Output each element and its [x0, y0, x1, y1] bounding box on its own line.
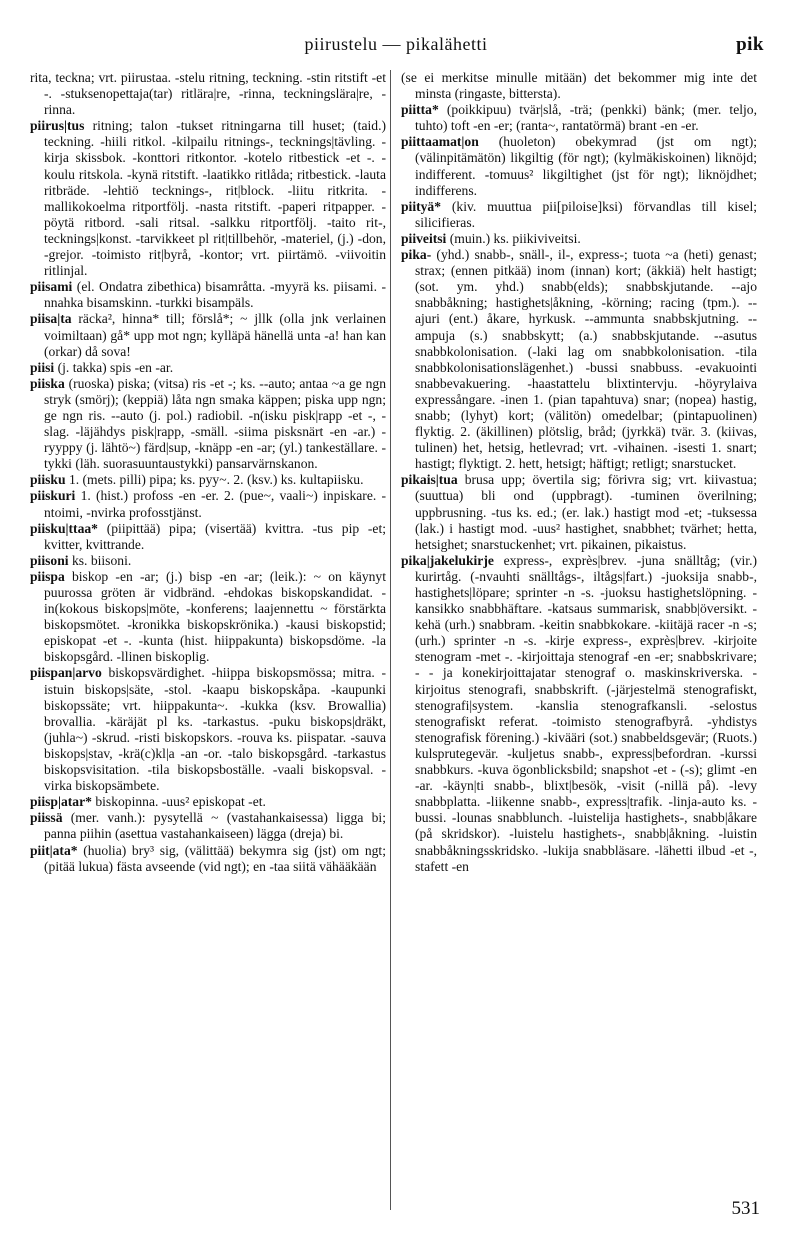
entry-headword: piisp|atar* [30, 794, 92, 810]
entry-definition: 1. (mets. pilli) pipa; ks. pyy~. 2. (ksv.) ks. kultapiisku. [68, 472, 364, 488]
dictionary-entry [401, 231, 757, 247]
dictionary-entry [30, 810, 386, 842]
entry-definition: (muin.) ks. piikiviveitsi. [449, 230, 581, 246]
entry-headword: pika|jakelukirje [401, 552, 494, 568]
entry-definition: biskop -en -ar; (j.) bisp -en -ar; (leik.): ~ on käynyt puurossa gröten är vidbränd. -ehdokas biskopskandidat. -in(kokous biskops|möte, -konferens; laajennettu ~ förstärkta biskopsmötet. -kronikka biskopskrönika.) -kausi biskopstid; episkopat -et -. -kunta (hist. hiippakunta) biskopsdöme. -la biskopsgård. -llinen biskoplig. [44, 568, 386, 665]
entry-definition: (se ei merkitse minulle mitään) det bekommer mig inte det minsta (ringaste, bittersta). [401, 70, 757, 102]
dictionary-entry [30, 118, 386, 279]
entry-headword: piispa [30, 568, 65, 584]
guide-word: pik [736, 34, 764, 55]
entry-definition: biskopsvärdighet. -hiippa biskopsmössa; mitra. -istuin biskops|säte, -stol. -kaapu biskopskåpa. -kaupunki biskopssäte; vrt. hiippakunta~. -kukka (ksv. Browallia) brovallia. -käräjät pl ks. -tarkastus. -puku biskops|dräkt, (juhla~) -skrud. -risti biskopskors. -rouva ks. piispatar. -sauva biskops|stav, -krä(c)kl|a -an -or. -talo biskopsgård. -tarkastus biskopsvisitation. -tila biskopsboställe. -vaali biskopsval. -virka biskopsämbete. [44, 665, 386, 794]
entry-definition: (huolia) bry³ sig, (välittää) bekymra sig (jst) om ngt; (pitää lukua) fästa avseende (vid ngt); en -taa siitä vähääkään [44, 842, 386, 874]
entry-definition: (el. Ondatra zibethica) bisamråtta. -myyrä ks. piisami. -nnahka bisamskinn. -turkki bisampäls. [44, 279, 386, 311]
entry-definition: brusa upp; övertila sig; förivra sig; vrt. kiivastua; (suuttua) bli ond (uppbragt). -tuminen överilning; uppbrusning. -tus ks. ed.; (er. lak.) hastigt mod -et; -tuksessa (lak.) i hastigt mod. -uus² hastighet, snabbhet; tvärhet; hetta, hetsighet; snarstuckenhet; vrt. pikainen, pikaistus. [415, 472, 757, 552]
entry-definition: biskopinna. -uus² episkopat -et. [95, 794, 266, 810]
dictionary-entry [401, 247, 757, 472]
dictionary-entry [30, 472, 386, 488]
entry-headword: piit|ata* [30, 842, 78, 858]
dictionary-entry [30, 843, 386, 875]
entry-headword: piittaamat|on [401, 134, 479, 150]
left-column [30, 70, 386, 1210]
entry-headword: piirus|tus [30, 118, 85, 134]
entry-headword: piiska [30, 375, 65, 391]
dictionary-entry [401, 102, 757, 134]
dictionary-entry [30, 488, 386, 520]
entry-definition: (yhd.) snabb-, snäll-, il-, express-; tuota ~a (heti) genast; strax; (ennen pitkää) inom (innan) kort; (äkkiä) helt hastigt; (sot. ym. yhd.) snabb(elds); snabbskjutande. --ajo snabbåkning; hastighets|åkning, -körning; racing (tpm.). --ajuri (ent.) åkare, hyrkusk. --ammunta snabbskjutning. --ampuja (s.) snabbskytt; (a.) snabbskjutande. --asutus snabbkolonisation. (-laki lag om snabbkolonisation. -tila snabbkolonisationslägenhet.) -bussi snabbuss. -evakuointi snabbevakuering. -haastattelu blixtintervju. -höyrylaiva expressångare. -inen 1. (pian tapahtuva) snar; (nopea) hastig, snabb; (lyhyt) kort; (välitön) omedelbar; (pintapuolinen) flyktig. 2. (äkillinen) plötslig, bråd; (jyrkkä) tvär. 3. (kiivas, tulinen) het, hetsig, hetlevrad; vrt. -vihainen. -isesti 1. snart; hastigt; flyktigt. 2. hett, hetsigt; häftigt; retligt; snarstucket. [415, 247, 757, 472]
entry-definition: rita, teckna; vrt. piirustaa. -stelu ritning, teckning. -stin ritstift -et -. -stuksenopettaja(tar) ritlära|re, -rinna, teckningslära|re, -rinna. [30, 70, 386, 118]
entry-definition: (mer. vanh.): pysytellä ~ (vastahankaisessa) ligga bi; panna piihin (asettua vastahankaiseen) lägga (dreja) bi. [44, 810, 386, 842]
dictionary-entry [30, 553, 386, 569]
entry-headword: piitta* [401, 102, 439, 118]
entry-definition: räcka², hinna* till; förslå*; ~ jllk (olla jnk verlainen voimiltaan) gå* upp mot ngn; kylläpä hänellä unta -a! han kan (orkar) då sova! [44, 311, 386, 359]
entry-headword: piityä* [401, 198, 442, 214]
dictionary-entry [401, 472, 757, 552]
column-divider [390, 70, 391, 1210]
dictionary-entry [30, 279, 386, 311]
entry-headword: piiskuri [30, 488, 76, 504]
entry-headword: piisoni [30, 552, 69, 568]
dictionary-entry [30, 70, 386, 118]
entry-definition: (huoleton) obekymrad (jst om ngt); (välinpitämätön) likgiltig (för ngt); (kylmäkiskoinen) liknöjd; indifferent. -tomuus² likgiltighet (jst för ngt); liknöjdhet; indifferens. [415, 134, 757, 198]
entry-headword: piisku|ttaa* [30, 520, 98, 536]
dictionary-entry [30, 569, 386, 666]
right-column [401, 70, 757, 1210]
entry-definition: (piipittää) pipa; (visertää) kvittra. -tus pip -et; kvitter, kvittrande. [44, 520, 386, 552]
entry-headword: piispan|arvo [30, 665, 102, 681]
dictionary-entry [401, 199, 757, 231]
entry-headword: piisku [30, 472, 66, 488]
dictionary-entry [30, 521, 386, 553]
dictionary-entry [30, 360, 386, 376]
entry-definition: express-, exprès|brev. -juna snälltåg; (vir.) kurirtåg. (-nvauhti snälltågs-, iltågs|fart.) -juoksija snabb-, hastighets|löpare; sprinter -n -s. -juoksu hastighetslöpning. -kansikko snabbhäftare. -katsaus summarisk, snabb|översikt. -kehä (urh.) snabbram. -keitin snabbkokare. -kiitäjä racer -n -s; (urh.) sprinter -n -s. -kirje express-, exprès|brev. -kirjoite stenogram -met -. -kirjoittaja stenograf -en -er; snabbskrivare; - - ja konekirjoittajatar stenograf o. maskinskriverska. -kirjoitus stenografi, snabbskrift. (-järjestelmä stenografiskt, stenografi|system. -kanslia stenografkansli. -selostus stenografiskt referat. -toimisto stenografbyrå. -yhdistys stenografisk förening.) -kivääri (sot.) snabbeldsgevär; (Ruots.) kulsprutegevär. -kuljetus snabb-, express|befordran. -kurssi snabbkurs. -kuva ögonblicksbild; snapshot -et - (-s); glimt -en -ar. -käyn|ti snabb-, blixt|besök, -visit (-nillä på). -levy snabbplatta. -liikenne snabb-, express|trafik. -linja-auto ks. -bussi. -lounas snabblunch. -luistelija hastighets-, snabb|åkare (på skridskor). -luistelu hastighets-, snabb|åkning. -luistin snabbåkningsskridsko. -lukija snabbläsare. -lähetti ilbud -et -, stafett -en [415, 552, 757, 874]
entry-headword: piissä [30, 810, 63, 826]
entry-definition: 1. (hist.) profoss -en -er. 2. (pue~, vaali~) inpiskare. -ntoimi, -nvirka profosstjänst. [44, 488, 386, 520]
entry-headword: piisami [30, 279, 73, 295]
page-number: 531 [731, 1198, 760, 1219]
entry-definition: (ruoska) piska; (vitsa) ris -et -; ks. --auto; antaa ~a ge ngn stryk (smörj); (keppiä) låta ngn smaka käppen; piska upp ngn; ge ngn ris. --auto (j. pol.) radiobil. -n(isku pisk|rapp -et -, -slag. -läjähdys pisk|rapp, -smäll. -siima pisksnärt -en -ar.) -ryyppy (j. lähtö~) färd|sup, -knäpp -en -ar; (yl.) tankeställare. -tykki (läh. suorasuuntaustykki) pansarvärnskanon. [44, 375, 386, 472]
entry-definition: (j. takka) spis -en -ar. [57, 359, 174, 375]
entry-headword: pika- [401, 247, 432, 263]
dictionary-entry [401, 134, 757, 198]
dictionary-entry [30, 311, 386, 359]
page-title: piirustelu — pikalähetti [304, 34, 488, 54]
entry-headword: pikais|tua [401, 472, 458, 488]
entry-definition: ks. biisoni. [71, 552, 132, 568]
dictionary-entry [30, 665, 386, 794]
entry-headword: piisa|ta [30, 311, 72, 327]
dictionary-entry [30, 376, 386, 473]
running-head [24, 34, 768, 60]
entry-definition: (kiv. muuttua pii[piloise]ksi) förvandlas till kisel; silicifieras. [415, 198, 757, 230]
entry-headword: piisi [30, 359, 55, 375]
dictionary-entry [30, 794, 386, 810]
entry-definition: ritning; talon -tukset ritningarna till huset; (taid.) teckning. -hiili ritkol. -kilpailu ritnings-, tecknings|tävling. -kirja skissbok. -konttori ritkontor. -kotelo ritbestick -et -. -koulu ritskola. -kynä ritstift. -laatikko ritlåda; ritbestick. -lauta ritbräde. -lehtiö tecknings-, rit|block. -liitu ritkrita. -mallikokoelma ritportfölj. -nasta ritstift. -paperi ritpapper. -pöytä ritbord. -sali ritsal. -salkku ritportfölj. -taito rit-, tecknings|konst. -tarvikkeet pl rit|tillbehör, -materiel, (j.) -don, -grejor. -toimisto rit|byrå, -kontor; vrt. piirtämö. -viivoitin ritlinjal. [44, 118, 386, 279]
dictionary-entry [401, 553, 757, 875]
dictionary-entry [401, 70, 757, 102]
entry-headword: piiveitsi [401, 230, 447, 246]
entry-definition: (poikkipuu) tvär|slå, -trä; (penkki) bänk; (mer. teljo, tuhto) toft -en -er; (ranta~, rantatörmä) brant -en -er. [415, 102, 757, 134]
